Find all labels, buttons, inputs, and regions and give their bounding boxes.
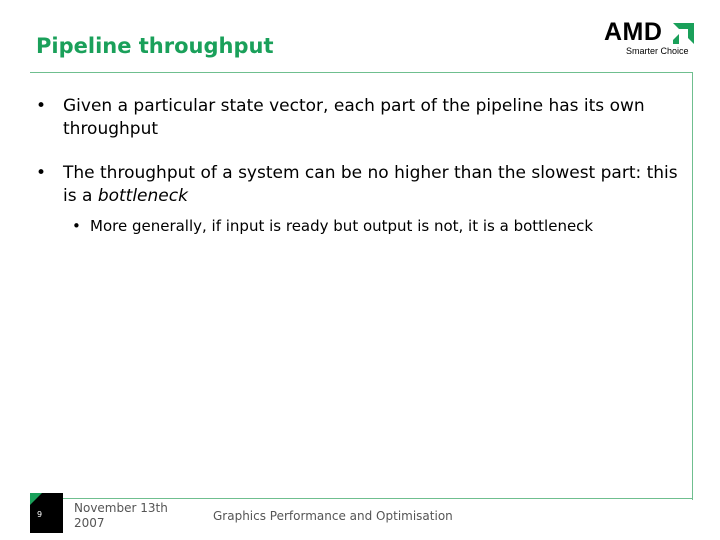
- footer-date: November 13th 2007: [74, 501, 168, 530]
- bullet-dot: •: [36, 96, 47, 116]
- sub-bullet-dot: •: [72, 217, 81, 235]
- bullet-item: [30, 162, 690, 208]
- side-rule: [692, 72, 693, 500]
- bullet-item: [30, 95, 690, 141]
- sub-bullet-item: [30, 216, 690, 237]
- slide-title: Pipeline throughput: [36, 34, 274, 58]
- header-rule: [30, 72, 693, 73]
- footer-rule: [30, 498, 693, 499]
- bullet-emphasis: bottleneck: [97, 186, 188, 206]
- amd-arrow-icon: [673, 23, 694, 44]
- page-number: 9: [37, 510, 43, 519]
- page-corner-accent: [30, 493, 42, 505]
- slide-content: [30, 95, 690, 237]
- sub-bullet-text: More generally, if input is ready but output is not, it is a bottleneck: [90, 217, 594, 235]
- bullet-text: Given a particular state vector, each part of the pipeline has its own throughput: [63, 96, 645, 139]
- bullet-dot: •: [36, 163, 47, 183]
- logo-tagline: Smarter Choice: [626, 46, 689, 56]
- logo-brand: AMD: [604, 18, 663, 46]
- footer-presentation-title: Graphics Performance and Optimisation: [213, 509, 453, 523]
- amd-logo: [600, 18, 700, 64]
- bullet-text: The throughput of a system can be no higher than the slowest part: this is a: [63, 163, 678, 206]
